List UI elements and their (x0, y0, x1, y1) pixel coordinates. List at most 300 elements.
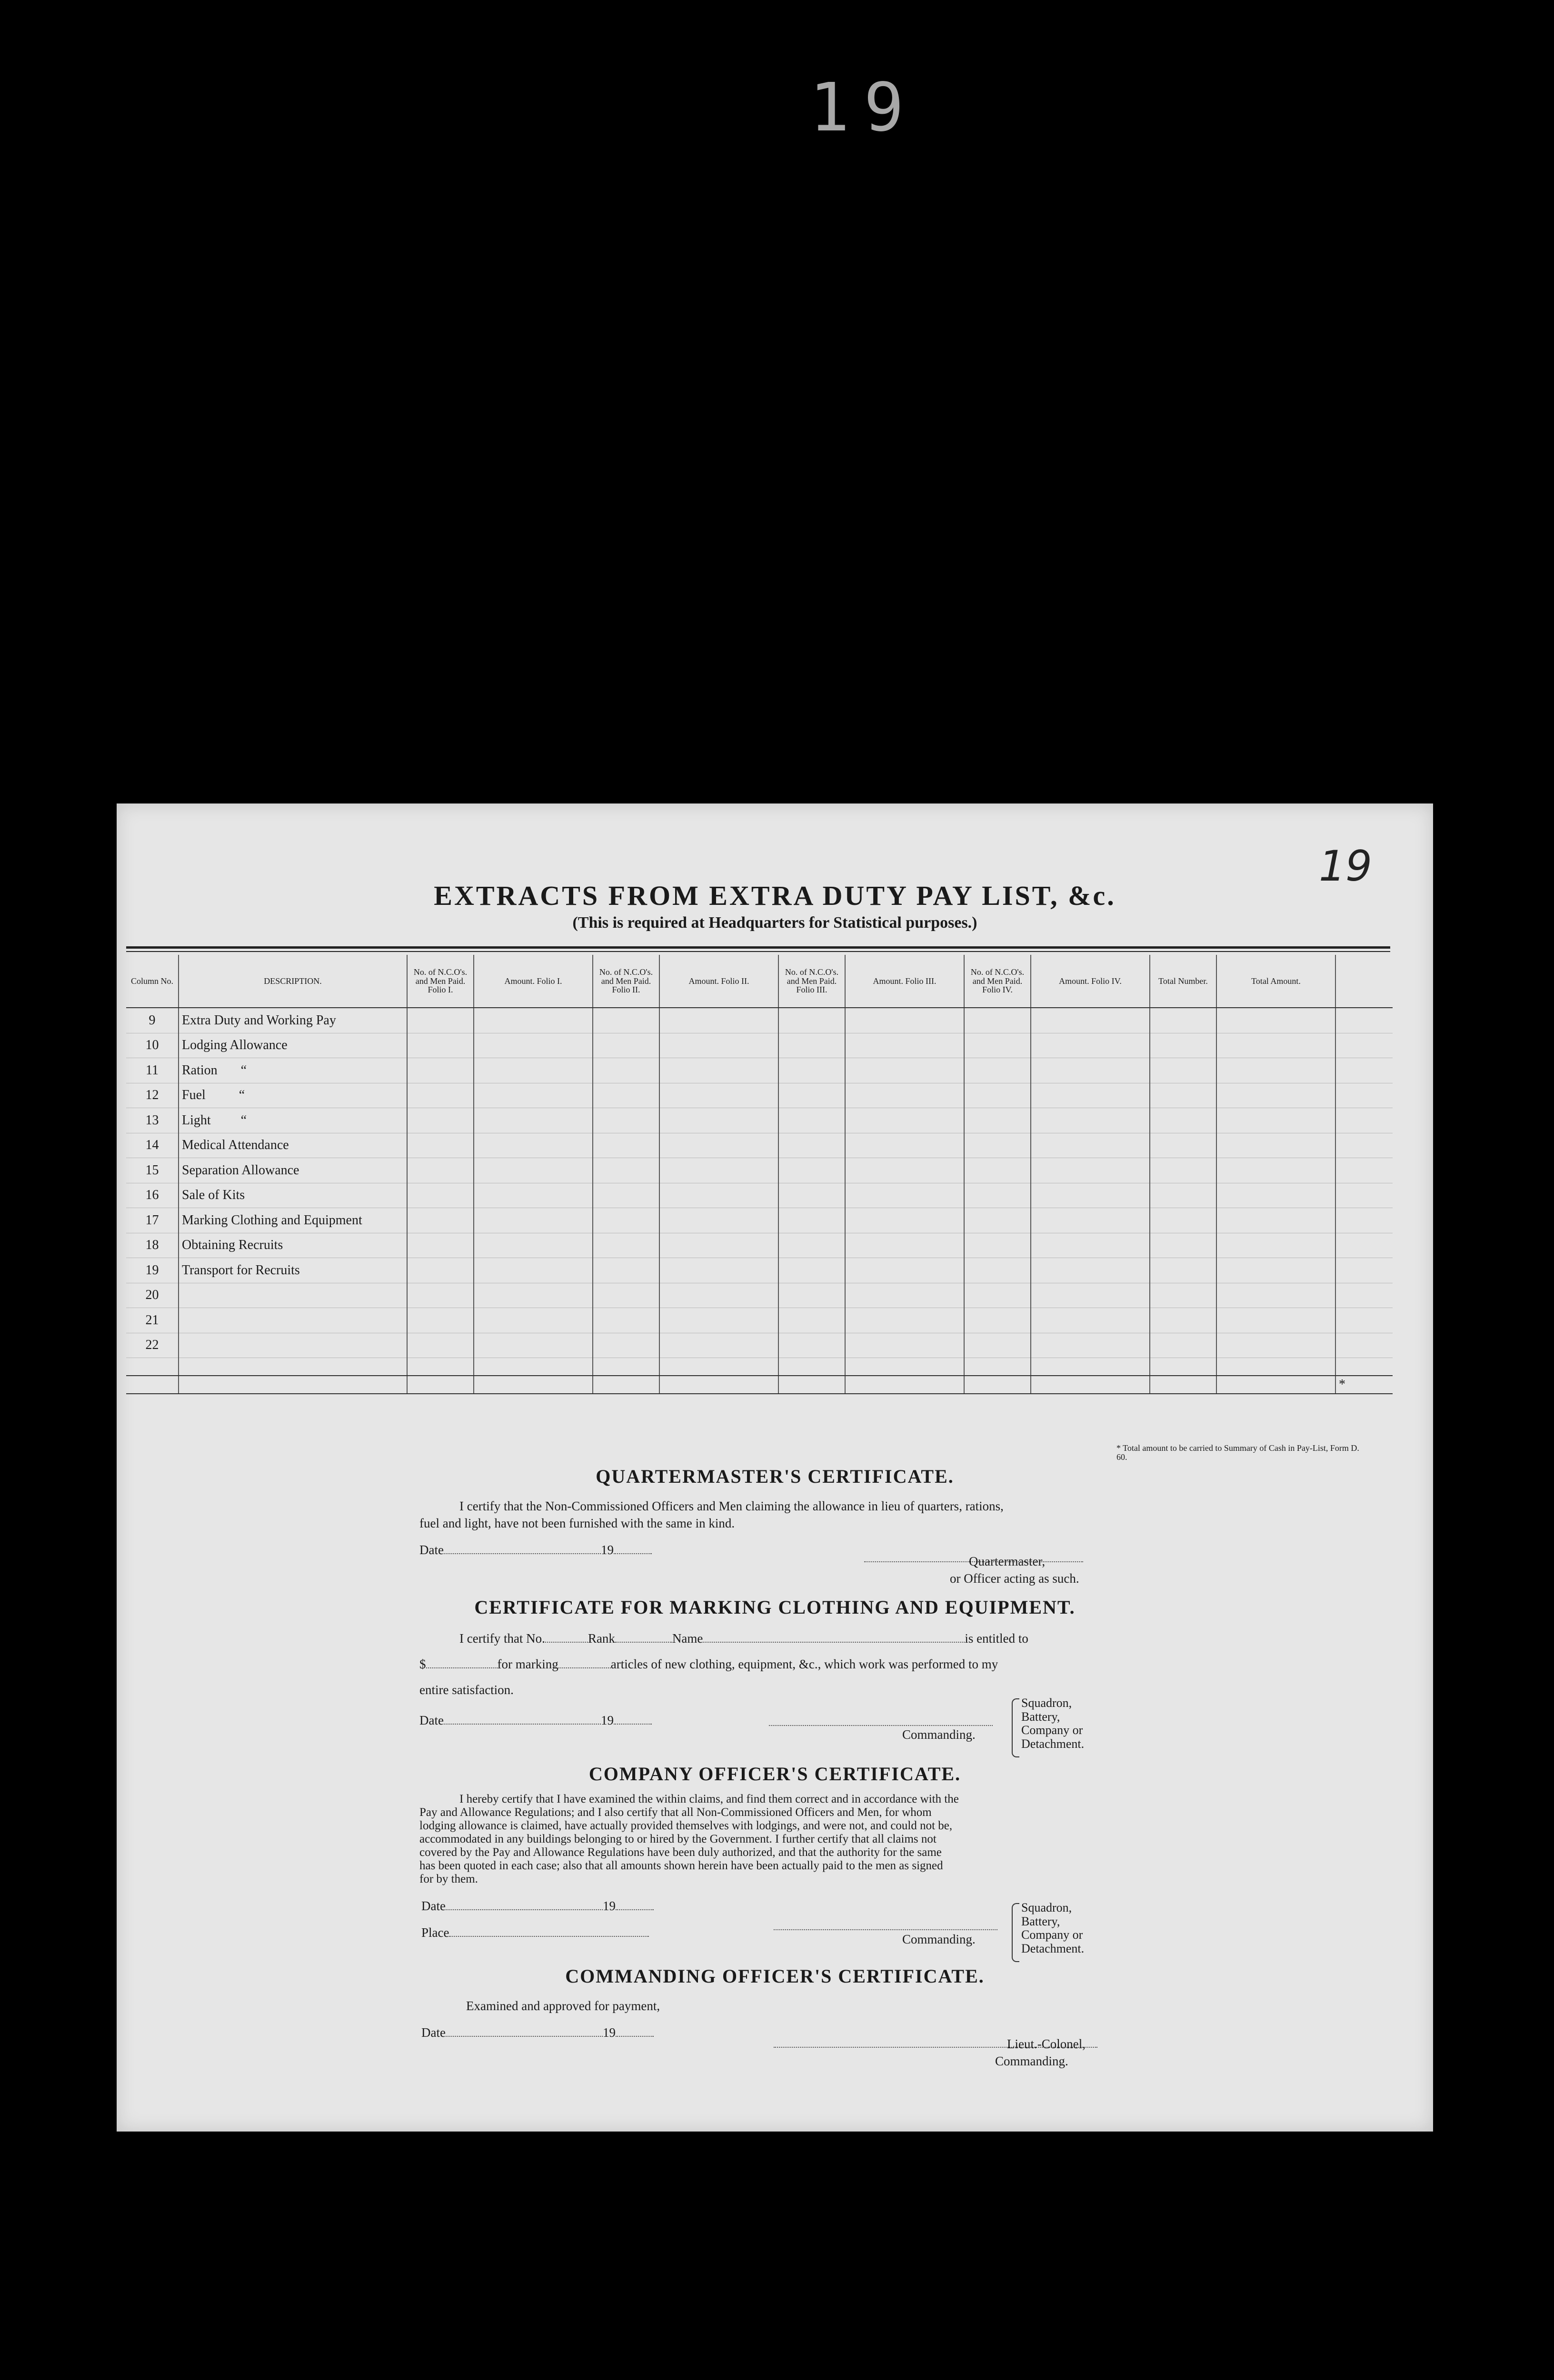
total-cell[interactable] (845, 1358, 964, 1376)
marking-articles-label: articles of new clothing, equipment, &c., which work was performed to my (610, 1657, 998, 1671)
marking-name-field[interactable] (703, 1642, 965, 1643)
row-cell[interactable] (845, 1033, 964, 1058)
row-cell[interactable] (778, 1183, 845, 1208)
frame-number: 19 (809, 69, 918, 147)
row-cell[interactable] (474, 1308, 593, 1333)
co-sign-title: Lieut.-Colonel, (1007, 2037, 1086, 2051)
col-header: Column No. (126, 955, 179, 1008)
row-cell[interactable] (474, 1158, 593, 1183)
row-cell[interactable] (778, 1058, 845, 1083)
row-cell[interactable] (1031, 1333, 1150, 1358)
company-year: 19 (602, 1899, 616, 1913)
marking-line-3: entire satisfaction. (419, 1683, 514, 1697)
row-description: Extra Duty and Working Pay (179, 1008, 407, 1033)
marking-dollar-label: $ (419, 1657, 426, 1671)
row-cell[interactable] (964, 1008, 1031, 1033)
row-cell[interactable] (593, 1008, 659, 1033)
row-cell[interactable] (964, 1158, 1031, 1183)
total-row (126, 1358, 1393, 1376)
unit-line: Squadron, (1021, 1696, 1072, 1710)
total-cell[interactable] (407, 1358, 474, 1376)
total-cell[interactable] (593, 1376, 659, 1394)
row-cell[interactable] (593, 1283, 659, 1308)
row-cell[interactable] (964, 1258, 1031, 1283)
col-header: No. of N.C.O's. and Men Paid. Folio IV. (964, 955, 1031, 1008)
row-cell[interactable] (845, 1108, 964, 1133)
row-cell[interactable] (474, 1333, 593, 1358)
row-cell[interactable] (1031, 1033, 1150, 1058)
row-cell[interactable] (659, 1308, 778, 1333)
marking-year: 19 (600, 1713, 614, 1727)
row-cell[interactable] (1031, 1258, 1150, 1283)
row-cell[interactable] (964, 1133, 1031, 1158)
row-cell[interactable] (407, 1308, 474, 1333)
co-cert-heading: COMMANDING OFFICER'S CERTIFICATE. (565, 1965, 985, 1987)
row-description: Fuel “ (179, 1083, 407, 1108)
row-cell[interactable] (407, 1008, 474, 1033)
company-cert-body (419, 1793, 1219, 1886)
row-cell[interactable] (593, 1058, 659, 1083)
company-place-label: Place (421, 1925, 449, 1940)
row-column-no: 17 (126, 1208, 179, 1233)
row-description: Light “ (179, 1108, 407, 1133)
row-cell[interactable] (845, 1283, 964, 1308)
qm-sign-title: Quartermaster, (969, 1554, 1046, 1568)
row-cell[interactable] (964, 1308, 1031, 1333)
unit-line: Battery, (1021, 1914, 1060, 1928)
row-cell[interactable] (1150, 1108, 1216, 1133)
col-header: Total Number. (1150, 955, 1216, 1008)
row-cell[interactable] (845, 1083, 964, 1108)
row-cell[interactable] (593, 1308, 659, 1333)
row-cell[interactable] (1031, 1283, 1150, 1308)
row-cell[interactable] (845, 1233, 964, 1258)
row-cell[interactable] (593, 1183, 659, 1208)
row-cell[interactable] (845, 1008, 964, 1033)
row-cell[interactable] (407, 1233, 474, 1258)
marking-date-label: Date (419, 1713, 444, 1727)
table-row (126, 1183, 1393, 1208)
row-column-no: 12 (126, 1083, 179, 1108)
table-row (126, 1308, 1393, 1333)
row-description: Ration “ (179, 1058, 407, 1083)
row-cell[interactable] (778, 1333, 845, 1358)
row-cell[interactable] (407, 1058, 474, 1083)
total-cell[interactable] (1031, 1358, 1150, 1376)
co-date-field[interactable] (446, 2036, 603, 2037)
row-cell[interactable] (659, 1258, 778, 1283)
marking-unit-block (1021, 1696, 1084, 1751)
total-cell[interactable] (964, 1376, 1031, 1394)
row-cell[interactable] (845, 1133, 964, 1158)
qm-sign-alt: or Officer acting as such. (950, 1571, 1079, 1586)
row-cell[interactable] (1335, 1233, 1393, 1258)
col-header: No. of N.C.O's. and Men Paid. Folio II. (593, 955, 659, 1008)
row-cell[interactable] (1150, 1158, 1216, 1183)
row-cell[interactable] (407, 1208, 474, 1233)
marking-rank-label: Rank (588, 1631, 615, 1646)
table-row (126, 1158, 1393, 1183)
table-row (126, 1033, 1393, 1058)
row-description: Marking Clothing and Equipment (179, 1208, 407, 1233)
table-row (126, 1108, 1393, 1133)
co-cert-body: Examined and approved for payment, (466, 1999, 660, 2013)
row-cell[interactable] (1031, 1058, 1150, 1083)
row-cell[interactable] (964, 1083, 1031, 1108)
row-cell[interactable] (407, 1158, 474, 1183)
row-cell[interactable] (845, 1208, 964, 1233)
row-cell[interactable] (1150, 1258, 1216, 1283)
row-cell[interactable] (1216, 1083, 1335, 1108)
row-cell[interactable] (1216, 1133, 1335, 1158)
row-cell[interactable] (1216, 1183, 1335, 1208)
row-cell[interactable] (778, 1308, 845, 1333)
row-description (179, 1283, 407, 1308)
row-cell[interactable] (1031, 1208, 1150, 1233)
col-header: No. of N.C.O's. and Men Paid. Folio III. (778, 955, 845, 1008)
table-row (126, 1283, 1393, 1308)
qm-cert-heading: QUARTERMASTER'S CERTIFICATE. (596, 1466, 954, 1487)
top-rule-thin (126, 951, 1390, 952)
company-signature-field[interactable] (774, 1929, 997, 1930)
row-cell[interactable] (659, 1108, 778, 1133)
row-cell[interactable] (407, 1133, 474, 1158)
row-cell[interactable] (593, 1258, 659, 1283)
company-body-line: lodging allowance is claimed, have actually provided themselves with lodgings, and were not, and could not be, (419, 1819, 953, 1832)
row-cell[interactable] (1335, 1258, 1393, 1283)
row-cell[interactable] (659, 1083, 778, 1108)
col-header: Amount. Folio IV. (1031, 955, 1150, 1008)
company-date-label: Date (421, 1899, 446, 1913)
row-cell[interactable] (1216, 1108, 1335, 1133)
total-cell[interactable] (659, 1358, 778, 1376)
qm-date-field[interactable] (444, 1553, 601, 1554)
row-cell[interactable] (1335, 1008, 1393, 1033)
row-cell[interactable] (593, 1133, 659, 1158)
qm-date-line (419, 1542, 652, 1558)
row-cell[interactable] (1216, 1008, 1335, 1033)
row-cell[interactable] (1150, 1208, 1216, 1233)
row-cell[interactable] (474, 1233, 593, 1258)
co-year: 19 (602, 2025, 616, 2040)
row-cell[interactable] (1150, 1233, 1216, 1258)
row-cell[interactable] (474, 1008, 593, 1033)
company-body-line: has been quoted in each case; also that all amounts shown herein have been actually paid to the men as signed (419, 1859, 943, 1872)
total-cell[interactable] (845, 1376, 964, 1394)
table-row (126, 1333, 1393, 1358)
total-cell (179, 1358, 407, 1376)
row-cell[interactable] (845, 1158, 964, 1183)
marking-rank-field[interactable] (615, 1642, 672, 1643)
row-cell[interactable] (1150, 1308, 1216, 1333)
top-rule (126, 946, 1390, 949)
row-cell[interactable] (1031, 1233, 1150, 1258)
row-cell[interactable] (1335, 1308, 1393, 1333)
row-cell[interactable] (1216, 1233, 1335, 1258)
total-cell[interactable] (1216, 1358, 1335, 1376)
company-date-field[interactable] (446, 1909, 603, 1910)
row-column-no: 19 (126, 1258, 179, 1283)
row-cell[interactable] (1216, 1258, 1335, 1283)
co-year-field[interactable] (616, 2036, 654, 2037)
row-cell[interactable] (1335, 1083, 1393, 1108)
row-cell[interactable] (1335, 1333, 1393, 1358)
row-cell[interactable] (1150, 1133, 1216, 1158)
row-cell[interactable] (407, 1083, 474, 1108)
company-commanding: Commanding. (902, 1932, 976, 1946)
co-date-label: Date (421, 2025, 446, 2040)
qm-year-field[interactable] (614, 1553, 652, 1554)
total-cell[interactable] (778, 1358, 845, 1376)
company-unit-block (1021, 1901, 1084, 1955)
marking-amount-field[interactable] (426, 1667, 498, 1668)
qm-date-label: Date (419, 1543, 444, 1557)
row-cell[interactable] (474, 1083, 593, 1108)
row-cell[interactable] (964, 1233, 1031, 1258)
company-body-line: for by them. (419, 1873, 478, 1885)
unit-line: Battery, (1021, 1709, 1060, 1724)
company-year-field[interactable] (616, 1909, 654, 1910)
qm-year: 19 (600, 1543, 614, 1557)
row-cell[interactable] (1335, 1108, 1393, 1133)
row-column-no: 9 (126, 1008, 179, 1033)
unit-line: Company or (1021, 1723, 1083, 1737)
table-row (126, 1208, 1393, 1233)
row-cell[interactable] (778, 1258, 845, 1283)
row-cell[interactable] (659, 1233, 778, 1258)
row-cell[interactable] (659, 1283, 778, 1308)
row-cell[interactable] (1031, 1308, 1150, 1333)
row-cell[interactable] (474, 1183, 593, 1208)
total-cell[interactable] (1216, 1376, 1335, 1394)
row-cell[interactable] (778, 1008, 845, 1033)
row-cell[interactable] (659, 1133, 778, 1158)
marking-cert-heading: CERTIFICATE FOR MARKING CLOTHING AND EQUIPMENT. (474, 1597, 1076, 1618)
row-cell[interactable] (778, 1108, 845, 1133)
row-cell[interactable] (1150, 1183, 1216, 1208)
total-cell[interactable] (407, 1376, 474, 1394)
row-cell[interactable] (1335, 1133, 1393, 1158)
total-cell[interactable] (593, 1358, 659, 1376)
marking-brace (1012, 1698, 1019, 1757)
total-cell[interactable] (1150, 1358, 1216, 1376)
row-cell[interactable] (474, 1208, 593, 1233)
total-cell[interactable] (1335, 1358, 1393, 1376)
co-sign-commanding: Commanding. (995, 2054, 1068, 2068)
row-cell[interactable] (778, 1083, 845, 1108)
table-row (126, 1083, 1393, 1108)
company-place-line (421, 1925, 649, 1941)
marking-line-2 (419, 1656, 998, 1672)
row-cell[interactable] (407, 1283, 474, 1308)
row-cell[interactable] (1031, 1008, 1150, 1033)
row-cell[interactable] (964, 1283, 1031, 1308)
marking-entitled-label: is entitled to (965, 1631, 1028, 1646)
row-cell[interactable] (593, 1083, 659, 1108)
row-cell[interactable] (1335, 1158, 1393, 1183)
row-cell[interactable] (659, 1058, 778, 1083)
row-column-no: 18 (126, 1233, 179, 1258)
row-column-no: 21 (126, 1308, 179, 1333)
total-cell[interactable] (1031, 1376, 1150, 1394)
row-cell[interactable] (778, 1208, 845, 1233)
marking-date-field[interactable] (444, 1724, 601, 1725)
row-cell[interactable] (593, 1233, 659, 1258)
row-description (179, 1333, 407, 1358)
row-cell[interactable] (659, 1008, 778, 1033)
row-description: Separation Allowance (179, 1158, 407, 1183)
col-header: Amount. Folio II. (659, 955, 778, 1008)
table-row (126, 1233, 1393, 1258)
row-cell[interactable] (964, 1208, 1031, 1233)
row-cell[interactable] (845, 1183, 964, 1208)
co-date-line (421, 2025, 654, 2041)
row-cell[interactable] (1216, 1058, 1335, 1083)
total-cell[interactable] (474, 1358, 593, 1376)
row-cell[interactable] (407, 1183, 474, 1208)
row-column-no: 16 (126, 1183, 179, 1208)
row-cell[interactable] (407, 1033, 474, 1058)
unit-line: Detachment. (1021, 1941, 1085, 1955)
row-column-no: 15 (126, 1158, 179, 1183)
row-column-no: 20 (126, 1283, 179, 1308)
marking-signature-field[interactable] (769, 1725, 993, 1726)
row-cell[interactable] (1031, 1183, 1150, 1208)
marking-no-label: I certify that No. (459, 1631, 545, 1646)
document-subtitle: (This is required at Headquarters for Statistical purposes.) (572, 914, 977, 932)
row-cell[interactable] (593, 1208, 659, 1233)
row-cell[interactable] (593, 1033, 659, 1058)
marking-year-field[interactable] (614, 1724, 652, 1725)
row-cell[interactable] (1335, 1183, 1393, 1208)
table-row (126, 1133, 1393, 1158)
row-cell[interactable] (1335, 1283, 1393, 1308)
row-cell[interactable] (1150, 1058, 1216, 1083)
total-cell[interactable] (474, 1376, 593, 1394)
row-cell[interactable] (659, 1158, 778, 1183)
marking-no-field[interactable] (545, 1642, 588, 1643)
row-cell[interactable] (964, 1333, 1031, 1358)
row-cell[interactable] (1216, 1208, 1335, 1233)
row-cell[interactable] (1031, 1133, 1150, 1158)
row-cell[interactable] (845, 1058, 964, 1083)
row-cell[interactable] (845, 1333, 964, 1358)
marking-articles-field[interactable] (558, 1667, 611, 1668)
row-cell[interactable] (964, 1033, 1031, 1058)
row-cell[interactable] (659, 1183, 778, 1208)
col-header: No. of N.C.O's. and Men Paid. Folio I. (407, 955, 474, 1008)
row-cell[interactable] (659, 1208, 778, 1233)
row-column-no: 10 (126, 1033, 179, 1058)
row-cell[interactable] (1216, 1158, 1335, 1183)
row-cell[interactable] (407, 1333, 474, 1358)
total-cell[interactable] (659, 1376, 778, 1394)
row-cell[interactable] (1150, 1333, 1216, 1358)
row-cell[interactable] (593, 1108, 659, 1133)
row-cell[interactable] (1031, 1083, 1150, 1108)
qm-cert-body-1: I certify that the Non-Commissioned Officers and Men claiming the allowance in lieu of quarters, rations, (459, 1499, 1004, 1513)
total-cell[interactable] (964, 1358, 1031, 1376)
row-cell[interactable] (1150, 1283, 1216, 1308)
row-cell[interactable] (964, 1058, 1031, 1083)
total-cell[interactable] (1150, 1376, 1216, 1394)
row-cell[interactable] (1031, 1108, 1150, 1133)
unit-line: Company or (1021, 1928, 1083, 1942)
company-date-line (421, 1898, 654, 1914)
total-cell[interactable] (778, 1376, 845, 1394)
company-body-line: covered by the Pay and Allowance Regulations have been duly authorized, and that the authority for the same (419, 1846, 942, 1859)
row-cell[interactable] (1031, 1158, 1150, 1183)
row-cell[interactable] (593, 1333, 659, 1358)
row-cell[interactable] (964, 1108, 1031, 1133)
row-cell[interactable] (845, 1258, 964, 1283)
total-cell (179, 1376, 407, 1394)
row-description: Sale of Kits (179, 1183, 407, 1208)
row-cell[interactable] (474, 1033, 593, 1058)
unit-line: Detachment. (1021, 1736, 1085, 1751)
row-cell[interactable] (593, 1158, 659, 1183)
row-cell[interactable] (1150, 1033, 1216, 1058)
qm-cert-body-2: fuel and light, have not been furnished with the same in kind. (419, 1516, 735, 1530)
col-header: DESCRIPTION. (179, 955, 407, 1008)
row-description (179, 1308, 407, 1333)
table-row (126, 1258, 1393, 1283)
table-header-row (126, 955, 1393, 1008)
row-cell[interactable] (474, 1058, 593, 1083)
company-place-field[interactable] (449, 1936, 649, 1937)
row-cell[interactable] (474, 1258, 593, 1283)
row-cell[interactable] (474, 1133, 593, 1158)
row-column-no: 13 (126, 1108, 179, 1133)
marking-commanding: Commanding. (902, 1727, 976, 1742)
row-cell[interactable] (778, 1133, 845, 1158)
row-cell[interactable] (407, 1258, 474, 1283)
row-cell[interactable] (778, 1158, 845, 1183)
document-page (117, 803, 1433, 2132)
company-cert-heading: COMPANY OFFICER'S CERTIFICATE. (588, 1763, 961, 1785)
handwritten-page-number: 19 (1319, 842, 1372, 891)
total-cell (126, 1358, 179, 1376)
total-asterisk[interactable]: * (1335, 1376, 1393, 1394)
marking-date-line (419, 1713, 652, 1728)
document-title: EXTRACTS FROM EXTRA DUTY PAY LIST, &c. (434, 880, 1116, 911)
row-cell[interactable] (1216, 1333, 1335, 1358)
row-column-no: 14 (126, 1133, 179, 1158)
row-cell[interactable] (1216, 1308, 1335, 1333)
row-description: Medical Attendance (179, 1133, 407, 1158)
row-cell[interactable] (1216, 1283, 1335, 1308)
row-cell[interactable] (1335, 1033, 1393, 1058)
row-cell[interactable] (1150, 1008, 1216, 1033)
company-body-line: I hereby certify that I have examined the within claims, and find them correct and in accordance with the (459, 1793, 959, 1805)
row-cell[interactable] (1335, 1208, 1393, 1233)
row-cell[interactable] (1216, 1033, 1335, 1058)
row-cell[interactable] (659, 1033, 778, 1058)
row-cell[interactable] (474, 1108, 593, 1133)
row-cell[interactable] (1150, 1083, 1216, 1108)
row-cell[interactable] (474, 1283, 593, 1308)
row-cell[interactable] (778, 1033, 845, 1058)
total-row (126, 1376, 1393, 1394)
row-cell[interactable] (1335, 1058, 1393, 1083)
row-cell[interactable] (845, 1308, 964, 1333)
row-cell[interactable] (407, 1108, 474, 1133)
row-cell[interactable] (778, 1283, 845, 1308)
row-cell[interactable] (964, 1183, 1031, 1208)
row-cell[interactable] (778, 1233, 845, 1258)
unit-line: Squadron, (1021, 1901, 1072, 1914)
row-cell[interactable] (659, 1333, 778, 1358)
